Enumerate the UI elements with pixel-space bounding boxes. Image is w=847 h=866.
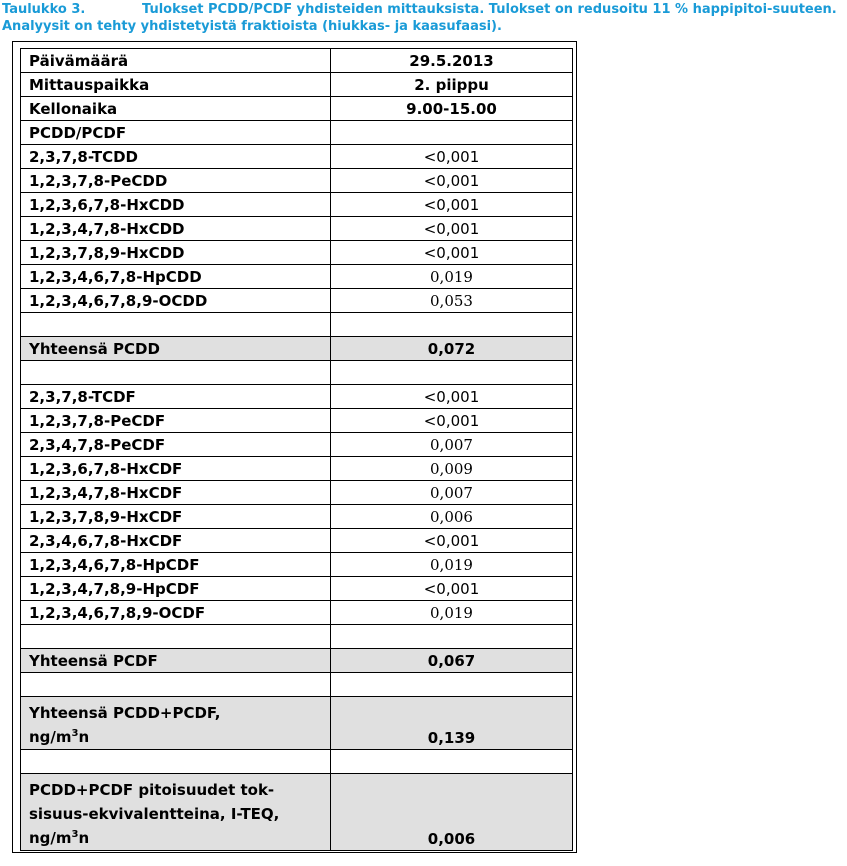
table-row: [21, 433, 573, 457]
compound-name: 1,2,3,4,6,7,8,9-OCDD: [21, 289, 331, 313]
compound-value: 0,019: [331, 601, 573, 625]
compound-value: <0,001: [331, 409, 573, 433]
compound-value: <0,001: [331, 217, 573, 241]
total-label-line: PCDD+PCDF pitoisuudet tok-: [29, 781, 275, 799]
total-label: [21, 697, 331, 750]
compound-name: 1,2,3,4,6,7,8,9-OCDF: [21, 601, 331, 625]
total-label: Yhteensä PCDD: [21, 337, 331, 361]
table-row: [21, 529, 573, 553]
unit-superscript: 3: [71, 829, 79, 840]
total-label: Yhteensä PCDF: [21, 649, 331, 673]
date-label: Päivämäärä: [21, 49, 331, 73]
table-row: [21, 241, 573, 265]
table-row: [21, 145, 573, 169]
compound-name: 1,2,3,7,8-PeCDD: [21, 169, 331, 193]
table-row: [21, 601, 573, 625]
compound-name: 1,2,3,4,6,7,8-HpCDD: [21, 265, 331, 289]
compound-value: 0,019: [331, 265, 573, 289]
empty-cell: [21, 625, 331, 649]
compound-name: 1,2,3,4,7,8,9-HpCDF: [21, 577, 331, 601]
table-row: [21, 193, 573, 217]
time-label: Kellonaika: [21, 97, 331, 121]
empty-cell: [331, 121, 573, 145]
compound-value: 0,053: [331, 289, 573, 313]
compound-name: 1,2,3,7,8-PeCDF: [21, 409, 331, 433]
compound-value: <0,001: [331, 385, 573, 409]
table-row: [21, 385, 573, 409]
total-row: [21, 774, 573, 851]
empty-row: [21, 361, 573, 385]
total-row: [21, 697, 573, 750]
unit-suffix: n: [78, 829, 90, 847]
total-value: 0,067: [331, 649, 573, 673]
compound-value: 0,007: [331, 481, 573, 505]
place-label: Mittauspaikka: [21, 73, 331, 97]
compound-value: <0,001: [331, 241, 573, 265]
compound-name: 1,2,3,6,7,8-HxCDD: [21, 193, 331, 217]
results-table: [20, 48, 573, 851]
compound-name: 2,3,4,6,7,8-HxCDF: [21, 529, 331, 553]
compound-value: <0,001: [331, 145, 573, 169]
total-row: [21, 649, 573, 673]
table-row: [21, 169, 573, 193]
table-row: [21, 409, 573, 433]
empty-cell: [21, 750, 331, 774]
unit-text: ng/m: [29, 728, 72, 746]
total-value: 0,006: [331, 774, 573, 851]
compound-name: 1,2,3,6,7,8-HxCDF: [21, 457, 331, 481]
table-row: [21, 121, 573, 145]
compound-name: 2,3,4,7,8-PeCDF: [21, 433, 331, 457]
empty-cell: [331, 750, 573, 774]
place-value: 2. piippu: [331, 73, 573, 97]
compound-name: 1,2,3,4,6,7,8-HpCDF: [21, 553, 331, 577]
compound-value: 0,006: [331, 505, 573, 529]
compound-value: <0,001: [331, 169, 573, 193]
unit-label: [29, 826, 330, 850]
table-row: [21, 217, 573, 241]
table-row: [21, 553, 573, 577]
total-value: 0,139: [331, 697, 573, 750]
total-label-line: sisuus-ekvivalentteina, I-TEQ,: [29, 805, 280, 823]
date-value: 29.5.2013: [331, 49, 573, 73]
compound-name: 1,2,3,7,8,9-HxCDF: [21, 505, 331, 529]
empty-cell: [331, 625, 573, 649]
compound-name: 1,2,3,7,8,9-HxCDD: [21, 241, 331, 265]
empty-row: [21, 313, 573, 337]
compound-name: 2,3,7,8-TCDD: [21, 145, 331, 169]
unit-text: ng/m: [29, 829, 72, 847]
empty-cell: [331, 361, 573, 385]
table-row: [21, 97, 573, 121]
time-value: 9.00-15.00: [331, 97, 573, 121]
table-row: [21, 289, 573, 313]
table-row: [21, 73, 573, 97]
empty-row: [21, 625, 573, 649]
compound-name: 1,2,3,4,7,8-HxCDF: [21, 481, 331, 505]
table-row: [21, 265, 573, 289]
table-row: [21, 481, 573, 505]
unit-superscript: 3: [71, 728, 79, 739]
caption-text: Tulokset PCDD/PCDF yhdisteiden mittauksista. Tulokset on redusoitu 11 % happipitoi-suuteen. Analyysit on tehty yhdistetyistä fraktioista (hiukkas- ja kaasufaasi).: [2, 2, 837, 34]
total-label-line: Yhteensä PCDD+PCDF,: [29, 704, 221, 722]
compound-value: 0,019: [331, 553, 573, 577]
total-row: [21, 337, 573, 361]
table-row: [21, 505, 573, 529]
empty-row: [21, 750, 573, 774]
compound-value: <0,001: [331, 529, 573, 553]
compound-name: 2,3,7,8-TCDF: [21, 385, 331, 409]
unit-suffix: n: [78, 728, 90, 746]
table-row: [21, 49, 573, 73]
empty-cell: [21, 673, 331, 697]
compound-value: 0,009: [331, 457, 573, 481]
compound-value: <0,001: [331, 193, 573, 217]
empty-row: [21, 673, 573, 697]
group-label: PCDD/PCDF: [21, 121, 331, 145]
total-label: [21, 774, 331, 851]
empty-cell: [21, 361, 331, 385]
compound-value: 0,007: [331, 433, 573, 457]
total-value: 0,072: [331, 337, 573, 361]
empty-cell: [331, 673, 573, 697]
caption-label: Taulukko 3.: [2, 2, 86, 17]
empty-cell: [21, 313, 331, 337]
unit-label: [29, 725, 330, 749]
empty-cell: [331, 313, 573, 337]
table-row: [21, 577, 573, 601]
compound-name: 1,2,3,4,7,8-HxCDD: [21, 217, 331, 241]
compound-value: <0,001: [331, 577, 573, 601]
table-caption: [2, 1, 844, 35]
table-row: [21, 457, 573, 481]
